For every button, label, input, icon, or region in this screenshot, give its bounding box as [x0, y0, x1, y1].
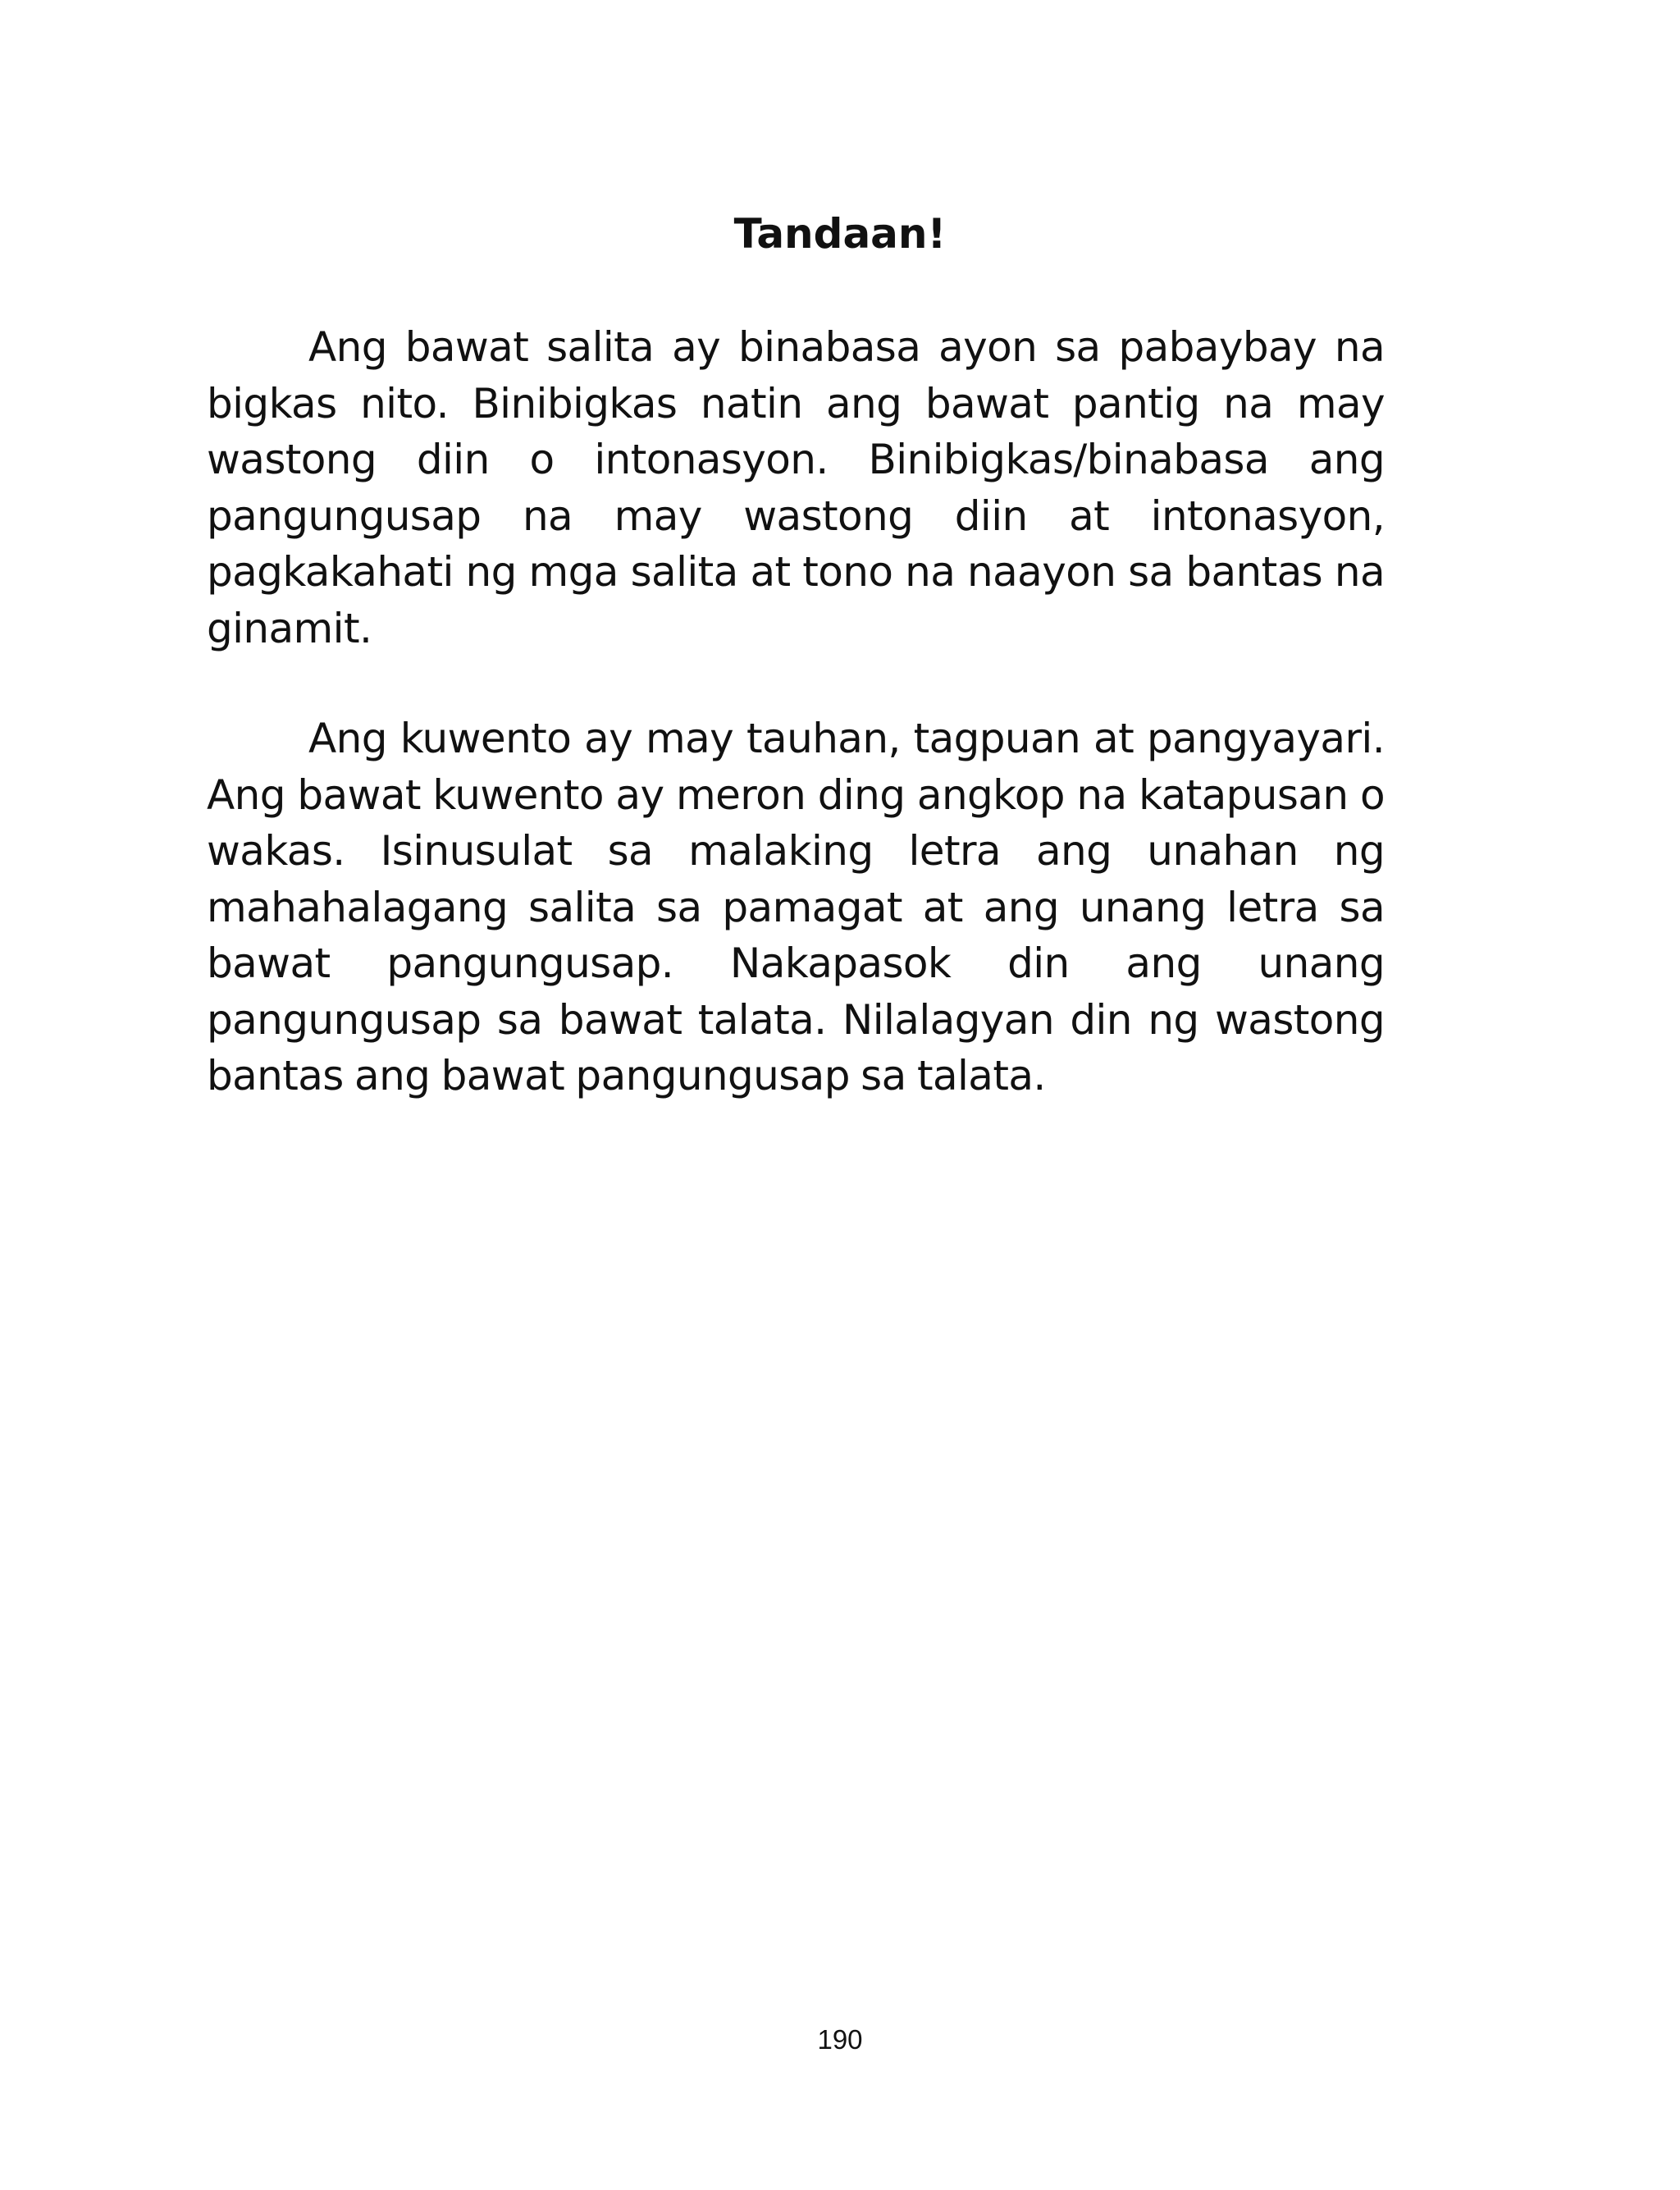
page-title: Tandaan! [733, 210, 947, 258]
paragraph-2: Ang kuwento ay may tauhan, tagpuan at pangyayari. Ang bawat kuwento ay meron ding angkop na katapusan o wakas. Isinusulat sa malaking letra ang unahan ng mahahalagang salita sa pamagat at ang unang letra sa bawat pangungusap. Nakapasok din ang unang pangungusap sa bawat talata. Nilalagyan din ng wastong bantas ang bawat pangungusap sa talata. [207, 715, 1385, 1100]
page-number: 190 [817, 2024, 863, 2055]
paragraph-1: Ang bawat salita ay binabasa ayon sa pabaybay na bigkas nito. Binibigkas natin ang bawat pantig na may wastong diin o intonasyon. Binibigkas/binabasa ang pangungusap na may wastong diin at intonasyon, pagkakahati ng mga salita at tono na naayon sa bantas na ginamit. [207, 323, 1385, 652]
